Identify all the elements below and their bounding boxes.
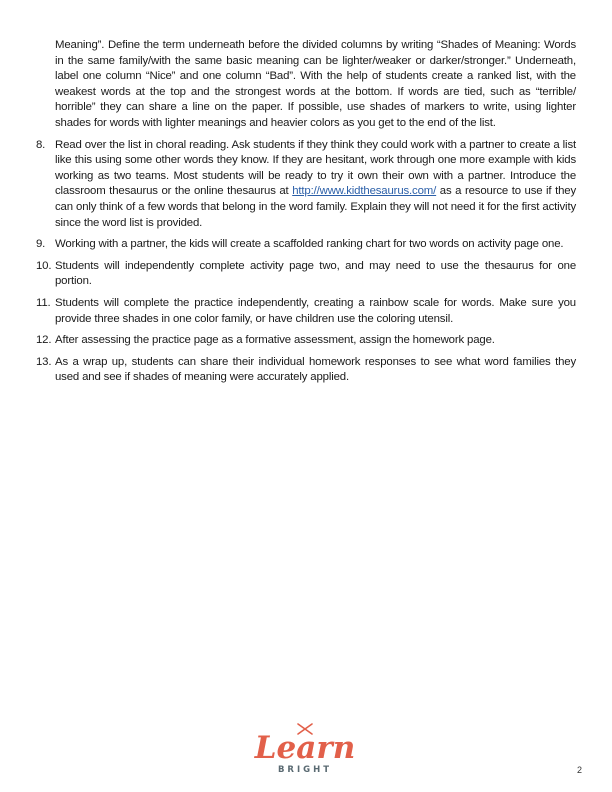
- list-item-number: 11.: [36, 296, 51, 309]
- list-item-text: Students will complete the practice independently, creating a rainbow scale for words. Make sure you provide three shades in one color family, or have children use the coloring utensil.: [55, 296, 576, 325]
- list-item-number: 9.: [36, 238, 46, 251]
- list-item-text-part: as a resource to use if they can only think of a few words that belong in the word family. Explain they will not need it for the first activity since the word list is provided.: [55, 185, 577, 229]
- logo-subtitle: BRIGHT: [277, 765, 333, 775]
- list-item-10: [36, 259, 576, 290]
- list-item-text: As a wrap up, students can share their individual homework responses to see what word families they used and see if shades of meaning were accurately applied.: [55, 355, 576, 384]
- list-item-11: [36, 296, 576, 327]
- list-item-text: Working with a partner, the kids will create a scaffolded ranking chart for two words on activity page one.: [55, 238, 564, 251]
- list-item-9: [36, 237, 576, 253]
- page-number: 2: [577, 765, 583, 775]
- list-item-13: [36, 355, 576, 386]
- list-item-number: 10.: [36, 259, 52, 272]
- list-item-12: [36, 333, 576, 349]
- list-item-7-continuation: Meaning”. Define the term underneath before the divided columns by writing “Shades of Meaning: Words in the same family/with the same basic meaning can be lighter/weaker or darker/stronger.” Underneath, label one column “Nice” and one column “Bad”. With the help of students create a ranked list, with the weakest words at the top and the strongest words at the bottom. If words are tied, such as “terrible/ horrible” they can share a line on the paper. If possible, use shades of markers to write, using lighter shades for words with lighter meanings and heavier colors as you get to the end of the list.: [55, 39, 576, 129]
- list-item-number: 8.: [36, 138, 46, 151]
- list-item-text: After assessing the practice page as a formative assessment, assign the homework page.: [55, 334, 495, 347]
- list-item-text: [55, 138, 576, 232]
- list-item-text: Students will independently complete activity page two, and may need to use the thesaurus for one portion.: [55, 259, 576, 288]
- list-item-text-part: Read over the list in choral reading. Ask students if they think they could work with a partner to create a list like this using some other words they know. If they are hesitant, work through one more example with kids working as two teams. Most students will be ready to try it own their own with a partner. Introduce the classroom thesaurus or the online thesaurus at: [55, 138, 576, 198]
- list-item-number: 12.: [36, 334, 52, 347]
- list-item-number: 13.: [36, 355, 52, 368]
- learn-bright-logo: [250, 724, 360, 784]
- kidthesaurus-link[interactable]: http://www.kidthesaurus.com/: [292, 185, 437, 198]
- logo-wordmark: Learn: [254, 730, 356, 766]
- list-item-8: [36, 138, 576, 232]
- lesson-procedure-text: [36, 38, 576, 392]
